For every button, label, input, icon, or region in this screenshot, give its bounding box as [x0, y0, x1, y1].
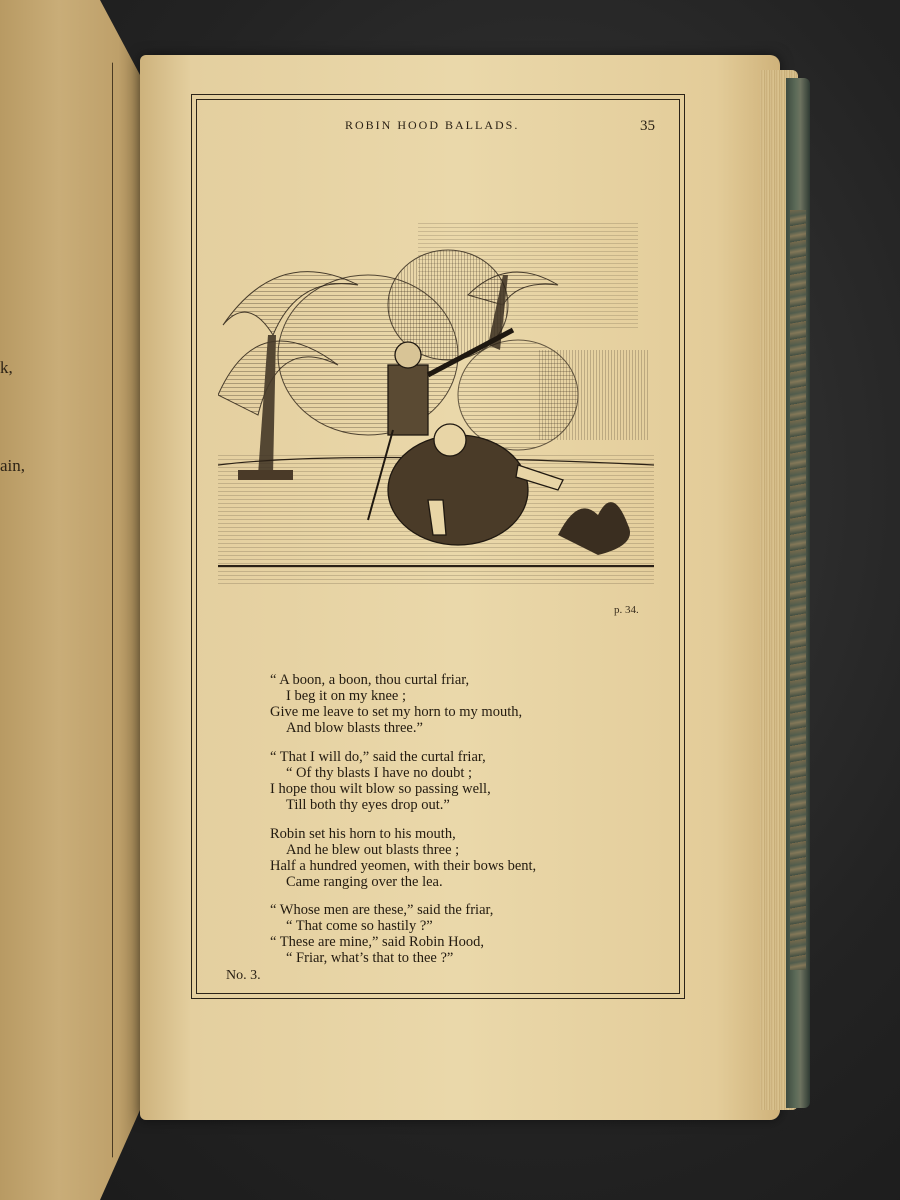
stanza	[270, 672, 600, 736]
left-page-border	[0, 40, 113, 1180]
foliage	[458, 340, 578, 450]
verse-line: And blow blasts three.”	[286, 720, 423, 736]
verse-line: “ That I will do,” said the curtal friar,	[270, 749, 486, 765]
verse-line: I beg it on my knee ;	[286, 688, 407, 704]
verse-line: Robin set his horn to his mouth,	[270, 826, 456, 842]
stanza	[270, 902, 600, 966]
plate-reference: p. 34.	[614, 604, 639, 616]
running-head: ROBIN HOOD BALLADS.	[345, 118, 520, 132]
verse-line: Came ranging over the lea.	[286, 874, 443, 890]
left-page-fragment: k,	[0, 358, 13, 377]
verse-line: Half a hundred yeomen, with their bows bent,	[270, 858, 537, 874]
verse-line: “ Friar, what’s that to thee ?”	[286, 950, 454, 966]
marbled-cover	[790, 210, 806, 970]
verse-line: “ That come so hastily ?”	[286, 918, 433, 934]
woodcut-illustration	[218, 215, 654, 585]
verse-line: “ These are mine,” said Robin Hood,	[270, 934, 484, 950]
signature-mark: No. 3.	[226, 968, 261, 983]
verse-line: “ Whose men are these,” said the friar,	[270, 902, 494, 918]
page-number: 35	[640, 118, 655, 134]
verse-line: “ A boon, a boon, thou curtal friar,	[270, 672, 470, 688]
fence-post	[238, 470, 293, 480]
verse-line: And he blew out blasts three ;	[286, 842, 460, 858]
left-page-fragment: ain,	[0, 456, 26, 475]
stanza	[270, 826, 600, 890]
verse-line: I hope thou wilt blow so passing well,	[270, 781, 491, 797]
verse-line: “ Of thy blasts I have no doubt ;	[286, 765, 473, 781]
verse-line: Till both thy eyes drop out.”	[286, 797, 450, 813]
verse-line: Give me leave to set my horn to my mouth,	[270, 704, 523, 720]
stanza	[270, 749, 600, 813]
